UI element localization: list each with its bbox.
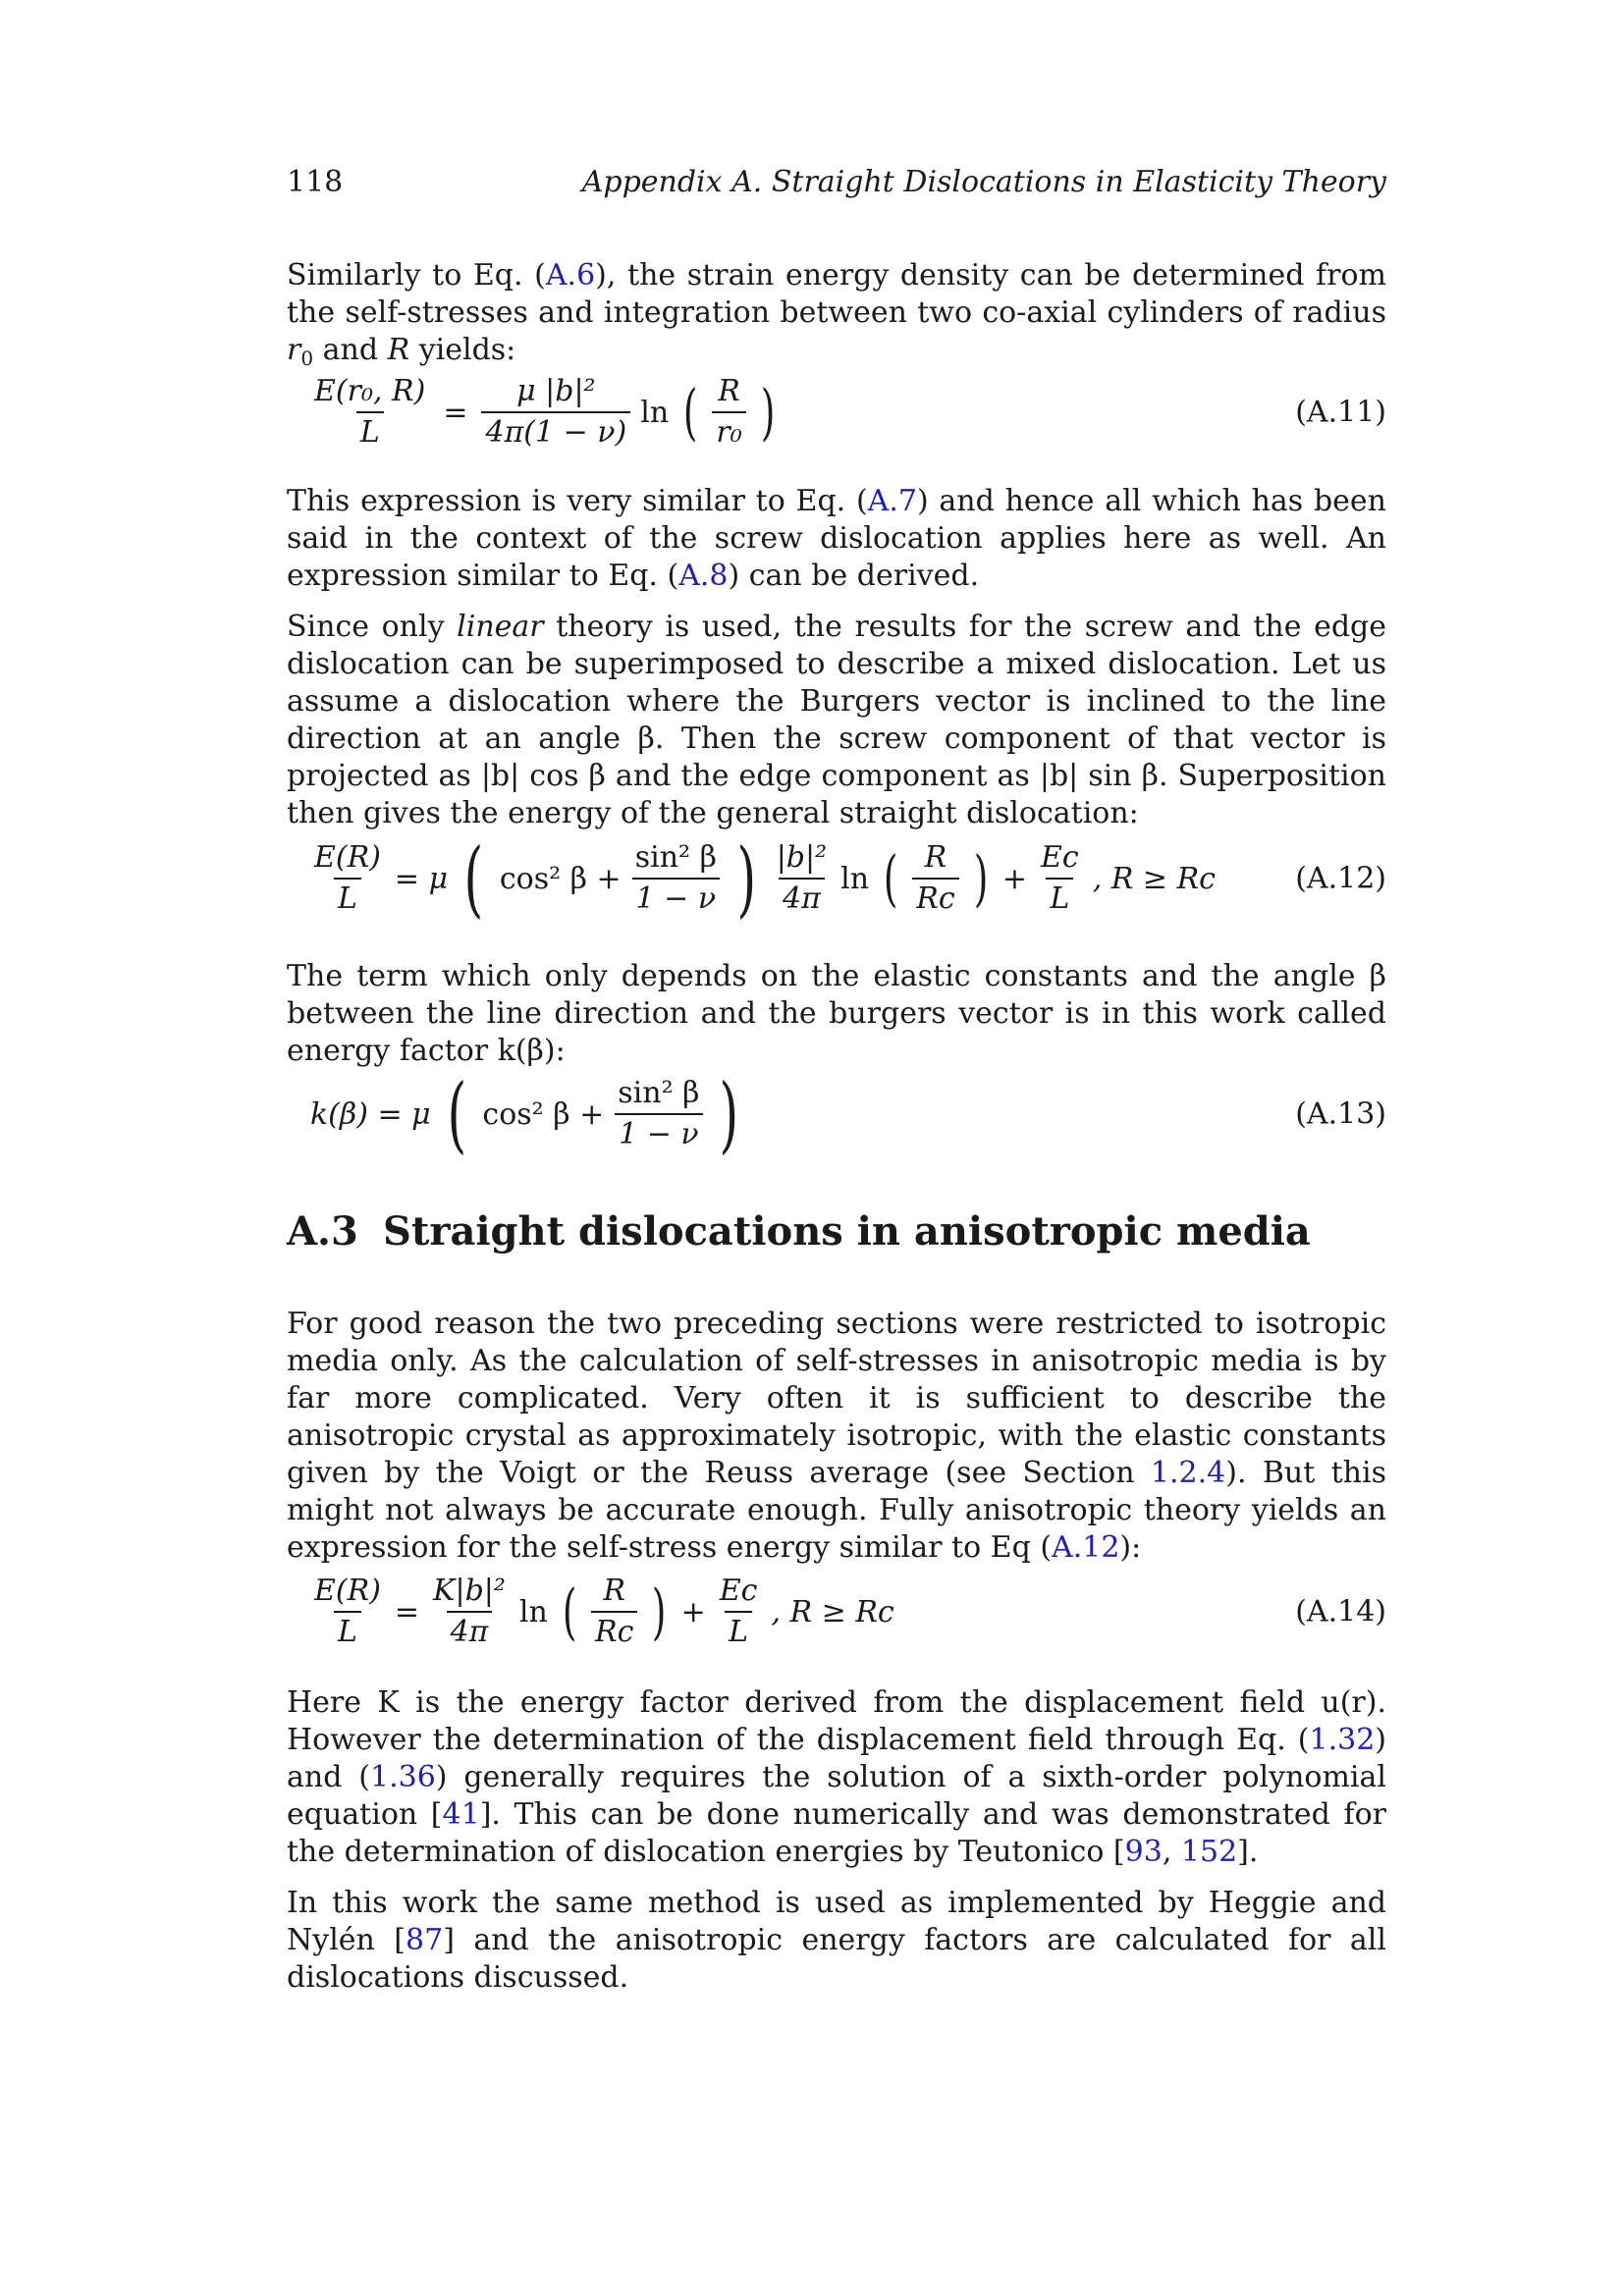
section-heading bbox=[287, 1207, 1311, 1256]
cite-152[interactable]: 152 bbox=[1180, 1835, 1238, 1869]
paragraph-2: This expression is very similar to Eq. (A.7) and hence all which has been said in the context of the screw dislocation applies here as well. An expression similar to Eq. (A.8) can be derived. bbox=[287, 484, 1386, 593]
equation-label: (A.13) bbox=[1295, 1096, 1386, 1132]
equation-a11: $\frac{\text{E(r₀, R)}}{L}$ = $\frac{\text{μ |b|²}}{4\pi(1 - \nu)}$ ln ( $\frac{R}{\text{r₀}}$ ) (A.11) bbox=[314, 374, 1386, 450]
ref-a8[interactable]: A.8 bbox=[678, 559, 729, 593]
ref-a6[interactable]: A.6 bbox=[545, 258, 596, 293]
paragraph-7: In this work the same method is used as implemented by Heggie and Nylén [87] and the anisotropic energy factors are calculated for all dislocations discussed. bbox=[287, 1886, 1386, 1995]
section-number: A.3 bbox=[287, 1208, 358, 1255]
page-number: 118 bbox=[287, 165, 344, 199]
ref-1-32[interactable]: 1.32 bbox=[1309, 1723, 1376, 1757]
equation-label: (A.12) bbox=[1295, 861, 1386, 896]
paragraph-5: For good reason the two preceding sections were restricted to isotropic media only. As the calculation of self-stresses in anisotropic media is by far more complicated. Very often it is sufficient to describe the anisotropic crystal as approximately isotropic, with the elastic constants given by the Voigt or the Reuss average (see Section 1.2.4). But this might not always be accurate enough. Fully anisotropic theory yields an expression for the self-stress energy similar to Eq (A.12): bbox=[287, 1307, 1386, 1565]
cite-87[interactable]: 87 bbox=[406, 1923, 444, 1957]
equation-label: (A.11) bbox=[1295, 395, 1386, 430]
equation-a14: $\frac{E(R)}{L}$ = $\frac{\text{K|b|²}}{4\pi}$ ln ( $\frac{R}{Rc}$ ) + $\frac{Ec}{L}$ , R ≥ Rc (A.14) bbox=[314, 1574, 1386, 1649]
equation-a13: k(β) = μ ( cos² β + $\frac{\text{sin² β}}{1 - \nu}$ ) (A.13) bbox=[310, 1066, 1386, 1162]
running-header bbox=[287, 163, 1386, 202]
paragraph-3: Since only linear theory is used, the results for the screw and the edge dislocation can be superimposed to describe a mixed dislocation. Let us assume a dislocation where the Burgers vector is inclined to the line direction at an angle β. Then the screw component of that vector is projected as |b| cos β and the edge component as |b| sin β. Superposition then gives the energy of the general straight dislocation: bbox=[287, 610, 1386, 830]
ref-1-36[interactable]: 1.36 bbox=[370, 1760, 436, 1794]
equation-label: (A.14) bbox=[1295, 1594, 1386, 1629]
chapter-title: Appendix A. Straight Dislocations in Elasticity Theory bbox=[581, 165, 1386, 199]
ref-1-2-4[interactable]: 1.2.4 bbox=[1150, 1456, 1226, 1490]
paragraph-1: Similarly to Eq. (A.6), the strain energy density can be determined from the self-stresses and integration between two co-axial cylinders of radius $r_0$ and R yields: bbox=[287, 258, 1387, 370]
cite-41[interactable]: 41 bbox=[442, 1797, 480, 1832]
cite-93[interactable]: 93 bbox=[1124, 1835, 1163, 1869]
ref-a12[interactable]: A.12 bbox=[1052, 1530, 1120, 1565]
paragraph-4: The term which only depends on the elastic constants and the angle β between the line direction and the burgers vector is in this work called energy factor k(β): bbox=[287, 959, 1386, 1068]
equation-a12: $\frac{E(R)}{L}$ = μ ( cos² β + $\frac{\text{sin² β}}{1 - \nu}$ ) $\frac{\text{|b|²}}{4\pi}$ ln ( $\frac{R}{Rc}$ ) + $\frac{Ec}{L}$ , R ≥ Rc (A.12) bbox=[314, 830, 1386, 927]
paragraph-6: Here K is the energy factor derived from the displacement field u(r). However the determination of the displacement field through Eq. (1.32) and (1.36) generally requires the solution of a sixth-order polynomial equation [41]. This can be done numerically and was demonstrated for the determination of dislocation energies by Teutonico [93, 152]. bbox=[287, 1685, 1386, 1869]
section-title: Straight dislocations in anisotropic media bbox=[383, 1208, 1311, 1255]
ref-a7[interactable]: A.7 bbox=[867, 484, 917, 518]
